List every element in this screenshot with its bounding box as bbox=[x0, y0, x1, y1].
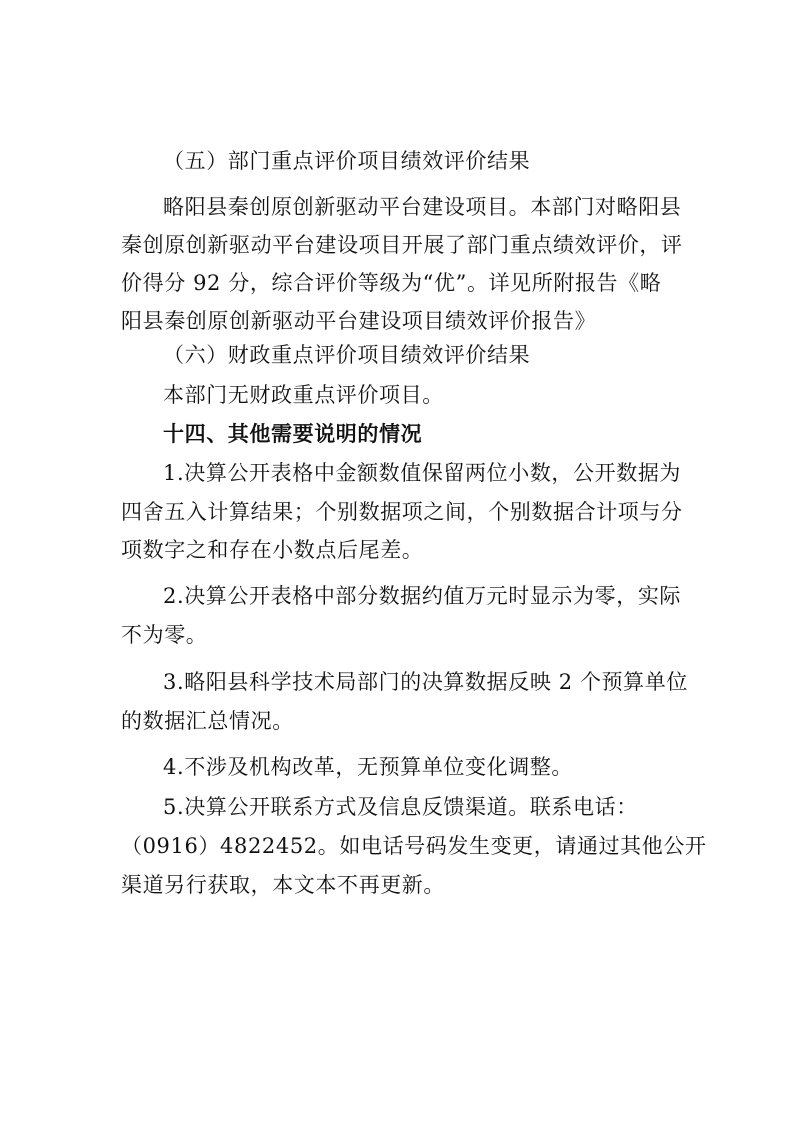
paragraph-line: 阳县秦创原创新驱动平台建设项目绩效评价报告》 bbox=[121, 309, 597, 333]
list-item-line: 不为零。 bbox=[121, 623, 208, 647]
heading-section-6: （六）财政重点评价项目绩效评价结果 bbox=[163, 343, 531, 367]
paragraph-line: 价得分 92 分，综合评价等级为“优”。详见所附报告《略 bbox=[121, 271, 662, 295]
list-item-line: 项数字之和存在小数点后尾差。 bbox=[121, 538, 424, 562]
list-item-line: 1.决算公开表格中金额数值保留两位小数，公开数据为 bbox=[163, 461, 682, 485]
section-14-heading: 十四、其他需要说明的情况 bbox=[163, 422, 423, 446]
list-item-line: 的数据汇总情况。 bbox=[121, 709, 294, 733]
list-item-line: 2.决算公开表格中部分数据约值万元时显示为零，实际 bbox=[163, 584, 682, 608]
list-item-line: 3.略阳县科学技术局部门的决算数据反映 2 个预算单位 bbox=[163, 670, 688, 694]
list-item-line: 四舍五入计算结果；个别数据项之间，个别数据合计项与分 bbox=[121, 500, 683, 524]
paragraph-line: 本部门无财政重点评价项目。 bbox=[163, 383, 444, 407]
list-item-line: 渠道另行获取，本文本不再更新。 bbox=[121, 873, 445, 897]
paragraph-line: 秦创原创新驱动平台建设项目开展了部门重点绩效评价，评 bbox=[121, 233, 683, 257]
list-item-line: （0916）4822452。如电话号码发生变更，请通过其他公开 bbox=[121, 834, 707, 858]
list-item-line: 4.不涉及机构改革，无预算单位变化调整。 bbox=[163, 755, 574, 779]
heading-section-5: （五）部门重点评价项目绩效评价结果 bbox=[163, 149, 531, 173]
paragraph-line: 略阳县秦创原创新驱动平台建设项目。本部门对略阳县 bbox=[163, 195, 682, 219]
list-item-line: 5.决算公开联系方式及信息反馈渠道。联系电话： bbox=[163, 795, 638, 819]
